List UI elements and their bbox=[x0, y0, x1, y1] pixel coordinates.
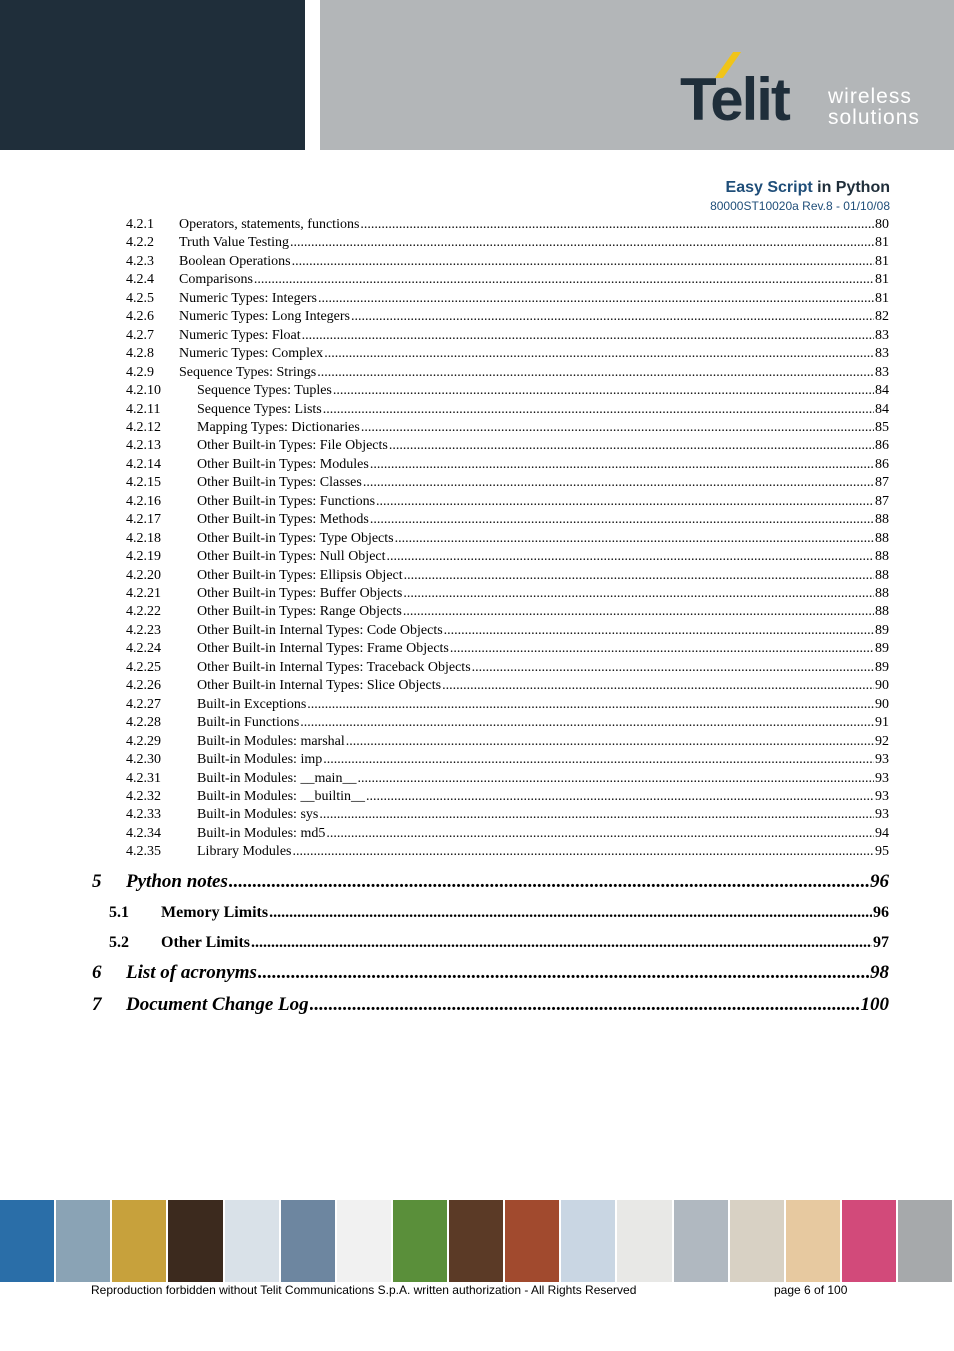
footer-photo-tile bbox=[225, 1200, 281, 1282]
toc-entry-page: 91 bbox=[875, 715, 889, 731]
toc-entry-page: 87 bbox=[875, 475, 889, 491]
toc-entry-number: 4.2.29 bbox=[126, 733, 161, 749]
footer-photo-tile bbox=[842, 1200, 898, 1282]
toc-entry-page: 93 bbox=[875, 788, 889, 804]
toc-entry[interactable] bbox=[0, 677, 954, 695]
toc-entry[interactable] bbox=[0, 733, 954, 751]
toc-entry[interactable] bbox=[0, 364, 954, 382]
toc-leader-dots bbox=[251, 932, 872, 954]
toc-entry-number: 4.2.7 bbox=[126, 327, 154, 343]
toc-entry-title: Built-in Exceptions bbox=[197, 696, 307, 712]
toc-entry[interactable] bbox=[0, 290, 954, 308]
toc-entry[interactable] bbox=[0, 902, 954, 924]
toc-entry-title: Truth Value Testing bbox=[179, 235, 289, 251]
toc-entry[interactable] bbox=[0, 530, 954, 548]
toc-entry-title: Python notes bbox=[126, 871, 228, 892]
toc-entry-title: Document Change Log bbox=[126, 994, 309, 1015]
toc-leader-dots bbox=[307, 696, 874, 714]
toc-leader-dots bbox=[317, 364, 874, 382]
toc-entry-page: 89 bbox=[875, 641, 889, 657]
toc-entry-title: Other Built-in Internal Types: Frame Objects bbox=[197, 641, 449, 657]
toc-leader-dots bbox=[318, 290, 874, 308]
toc-entry-page: 93 bbox=[875, 752, 889, 768]
toc-entry-page: 98 bbox=[870, 962, 889, 983]
toc-entry-title: Numeric Types: Complex bbox=[179, 346, 324, 362]
toc-entry-number: 4.2.34 bbox=[126, 825, 161, 841]
toc-entry-page: 88 bbox=[875, 604, 889, 620]
footer-photo-tile bbox=[112, 1200, 168, 1282]
toc-leader-dots bbox=[326, 825, 874, 843]
toc-entry-title: Library Modules bbox=[197, 844, 292, 860]
toc-entry-number: 4.2.1 bbox=[126, 217, 154, 232]
logo-tagline-line-1: wireless bbox=[828, 85, 912, 108]
toc-leader-dots bbox=[333, 382, 874, 400]
toc-entry-number: 4.2.24 bbox=[126, 641, 161, 657]
footer-page-number: page 6 of 100 bbox=[774, 1283, 848, 1297]
toc-entry-page: 82 bbox=[875, 309, 889, 325]
toc-entry-page: 96 bbox=[873, 904, 889, 921]
toc-entry-title: Other Built-in Types: Range Objects bbox=[197, 604, 402, 620]
toc-leader-dots bbox=[290, 234, 874, 252]
toc-entry-number: 5 bbox=[92, 871, 102, 892]
toc-leader-dots bbox=[389, 437, 874, 455]
toc-entry-title: Other Built-in Internal Types: Slice Objects bbox=[197, 678, 442, 694]
toc-entry-number: 4.2.19 bbox=[126, 549, 161, 565]
toc-entry-page: 88 bbox=[875, 549, 889, 565]
toc-leader-dots bbox=[292, 843, 874, 861]
toc-entry[interactable] bbox=[0, 234, 954, 252]
toc-entry-title: Other Built-in Types: Methods bbox=[197, 512, 369, 528]
toc-leader-dots bbox=[403, 603, 874, 621]
footer-copyright: Reproduction forbidden without Telit Communications S.p.A. written authorization - All Rights Reserved bbox=[91, 1283, 637, 1297]
footer-photo-tile bbox=[337, 1200, 393, 1282]
toc-entry-title: Mapping Types: Dictionaries bbox=[197, 419, 360, 435]
toc-entry-title: Other Built-in Types: File Objects bbox=[197, 438, 388, 454]
toc-entry-number: 4.2.35 bbox=[126, 844, 161, 860]
toc-entry-page: 84 bbox=[875, 401, 889, 417]
toc-entry-number: 4.2.8 bbox=[126, 346, 154, 362]
footer-photo-strip bbox=[0, 1200, 954, 1282]
toc-entry-page: 81 bbox=[875, 253, 889, 269]
toc-entry-number: 4.2.27 bbox=[126, 696, 161, 712]
toc-leader-dots bbox=[229, 870, 869, 894]
toc-entry[interactable] bbox=[0, 825, 954, 843]
toc-entry-page: 83 bbox=[875, 364, 889, 380]
toc-entry-page: 85 bbox=[875, 419, 889, 435]
toc-entry[interactable] bbox=[0, 493, 954, 511]
toc-entry-page: 93 bbox=[875, 770, 889, 786]
toc-entry-title: Other Built-in Types: Classes bbox=[197, 475, 362, 491]
toc-entry[interactable] bbox=[0, 456, 954, 474]
toc-entry-page: 84 bbox=[875, 383, 889, 399]
toc-entry[interactable] bbox=[0, 401, 954, 419]
toc-leader-dots bbox=[323, 401, 874, 419]
toc-entry[interactable] bbox=[0, 511, 954, 529]
toc-leader-dots bbox=[346, 733, 874, 751]
toc-entry-number: 7 bbox=[92, 994, 102, 1015]
toc-entry-number: 4.2.32 bbox=[126, 788, 161, 804]
header-dark-panel bbox=[0, 0, 305, 150]
toc-leader-dots bbox=[323, 751, 874, 769]
toc-entry[interactable] bbox=[0, 603, 954, 621]
toc-leader-dots bbox=[360, 216, 874, 234]
toc-entry-title: Memory Limits bbox=[161, 904, 269, 921]
toc-entry[interactable] bbox=[0, 714, 954, 732]
toc-leader-dots bbox=[292, 253, 874, 271]
toc-leader-dots bbox=[269, 902, 872, 924]
toc-entry[interactable] bbox=[0, 437, 954, 455]
toc-leader-dots bbox=[376, 493, 874, 511]
toc-entry-number: 4.2.28 bbox=[126, 715, 161, 731]
toc-entry[interactable] bbox=[0, 548, 954, 566]
toc-entry-title: Other Built-in Internal Types: Traceback Objects bbox=[197, 659, 471, 675]
toc-entry[interactable] bbox=[0, 382, 954, 400]
toc-leader-dots bbox=[300, 714, 874, 732]
toc-entry-title: Other Built-in Types: Functions bbox=[197, 493, 376, 509]
toc-entry-page: 80 bbox=[875, 217, 889, 232]
footer-photo-tile bbox=[786, 1200, 842, 1282]
document-title-rest: in Python bbox=[812, 179, 890, 196]
toc-entry-page: 89 bbox=[875, 622, 889, 638]
toc-entry-title: Other Built-in Types: Ellipsis Object bbox=[197, 567, 403, 583]
toc-entry[interactable] bbox=[0, 271, 954, 289]
toc-entry-page: 88 bbox=[875, 530, 889, 546]
toc-entry-title: Comparisons bbox=[179, 272, 253, 288]
toc-entry-title: Numeric Types: Float bbox=[179, 327, 301, 343]
footer-photo-tile bbox=[617, 1200, 673, 1282]
toc-entry-page: 88 bbox=[875, 512, 889, 528]
toc-entry[interactable] bbox=[0, 216, 954, 234]
footer-photo-tile bbox=[0, 1200, 56, 1282]
toc-leader-dots bbox=[254, 271, 874, 289]
toc-leader-dots bbox=[442, 677, 874, 695]
toc-leader-dots bbox=[472, 659, 874, 677]
toc-entry-title: Other Built-in Types: Type Objects bbox=[197, 530, 394, 546]
toc-entry-number: 4.2.10 bbox=[126, 383, 161, 399]
toc-entry-number: 4.2.31 bbox=[126, 770, 161, 786]
toc-entry-title: Built-in Modules: md5 bbox=[197, 825, 326, 841]
footer-photo-tile bbox=[281, 1200, 337, 1282]
toc-entry-page: 95 bbox=[875, 844, 889, 860]
toc-entry-number: 4.2.33 bbox=[126, 807, 161, 823]
toc-entry[interactable] bbox=[0, 870, 954, 894]
toc-entry-number: 4.2.23 bbox=[126, 622, 161, 638]
toc-entry-number: 4.2.30 bbox=[126, 752, 161, 768]
toc-entry[interactable] bbox=[0, 419, 954, 437]
footer-photo-tile bbox=[168, 1200, 224, 1282]
toc-leader-dots bbox=[450, 640, 874, 658]
logo-tagline bbox=[828, 86, 920, 128]
document-revision: 80000ST10020a Rev.8 - 01/10/08 bbox=[710, 199, 890, 213]
toc-entry-number: 4.2.2 bbox=[126, 235, 154, 251]
toc-leader-dots bbox=[395, 530, 874, 548]
toc-entry-title: Built-in Modules: __builtin__ bbox=[197, 788, 366, 804]
toc-entry-title: Numeric Types: Integers bbox=[179, 290, 317, 306]
toc-entry-number: 4.2.17 bbox=[126, 512, 161, 528]
toc-entry-title: Built-in Modules: imp bbox=[197, 752, 323, 768]
toc-entry-number: 4.2.11 bbox=[126, 401, 161, 417]
toc-entry-number: 4.2.15 bbox=[126, 475, 161, 491]
logo-tagline-line-2: solutions bbox=[828, 106, 920, 129]
toc-entry-page: 88 bbox=[875, 586, 889, 601]
toc-entry[interactable] bbox=[0, 308, 954, 326]
footer-photo-tile bbox=[730, 1200, 786, 1282]
toc-entry-title: Sequence Types: Strings bbox=[179, 364, 317, 380]
toc-entry-title: Other Limits bbox=[161, 934, 251, 951]
footer-photo-tile bbox=[449, 1200, 505, 1282]
toc-entry-title: Built-in Modules: __main__ bbox=[197, 770, 357, 786]
toc-entry-number: 4.2.9 bbox=[126, 364, 154, 380]
toc-leader-dots bbox=[361, 419, 874, 437]
toc-entry-page: 100 bbox=[860, 994, 889, 1015]
toc-entry-number: 4.2.16 bbox=[126, 493, 161, 509]
footer-photo-tile bbox=[561, 1200, 617, 1282]
toc-leader-dots bbox=[319, 806, 874, 824]
toc-entry-title: Other Built-in Types: Buffer Objects bbox=[197, 586, 403, 601]
toc-entry-page: 86 bbox=[875, 438, 889, 454]
toc-entry[interactable] bbox=[0, 932, 954, 954]
document-title bbox=[726, 178, 890, 198]
footer-photo-tile bbox=[898, 1200, 954, 1282]
toc-leader-dots bbox=[444, 622, 874, 640]
toc-entry-page: 96 bbox=[870, 871, 889, 892]
toc-leader-dots bbox=[404, 567, 874, 585]
toc-entry-title: Built-in Functions bbox=[197, 715, 300, 731]
toc-entry-page: 90 bbox=[875, 678, 889, 694]
footer-photo-tile bbox=[505, 1200, 561, 1282]
toc-entry-page: 88 bbox=[875, 567, 889, 583]
toc-leader-dots bbox=[351, 308, 874, 326]
toc-entry-page: 83 bbox=[875, 327, 889, 343]
toc-entry-page: 93 bbox=[875, 807, 889, 823]
toc-entry-title: Numeric Types: Long Integers bbox=[179, 309, 350, 325]
footer-photo-tile bbox=[674, 1200, 730, 1282]
toc-entry-number: 4.2.18 bbox=[126, 530, 161, 546]
toc-entry-number: 4.2.22 bbox=[126, 604, 161, 620]
toc-entry-title: Sequence Types: Lists bbox=[197, 401, 322, 417]
toc-entry-page: 94 bbox=[875, 825, 889, 841]
toc-entry[interactable] bbox=[0, 640, 954, 658]
toc-entry-page: 86 bbox=[875, 456, 889, 472]
toc-entry-number: 4.2.21 bbox=[126, 586, 161, 601]
toc-leader-dots bbox=[258, 961, 869, 985]
toc-entry-page: 92 bbox=[875, 733, 889, 749]
toc-leader-dots bbox=[387, 548, 874, 566]
toc-entry-number: 4.2.4 bbox=[126, 272, 154, 288]
toc-leader-dots bbox=[324, 345, 874, 363]
document-title-accent: Easy Script bbox=[725, 179, 813, 196]
toc-entry[interactable] bbox=[0, 843, 954, 861]
toc-entry-title: Operators, statements, functions bbox=[179, 217, 360, 232]
toc-entry[interactable] bbox=[0, 806, 954, 824]
toc-entry-number: 4.2.13 bbox=[126, 438, 161, 454]
telit-logo bbox=[680, 52, 930, 132]
logo-wordmark: Telit bbox=[680, 66, 789, 133]
toc-entry[interactable] bbox=[0, 474, 954, 492]
toc-entry-title: Built-in Modules: marshal bbox=[197, 733, 345, 749]
toc-entry[interactable] bbox=[0, 993, 954, 1017]
toc-entry[interactable] bbox=[0, 253, 954, 271]
toc-entry-title: Other Built-in Types: Modules bbox=[197, 456, 369, 472]
toc-entry-number: 6 bbox=[92, 962, 102, 983]
toc-entry-number: 4.2.3 bbox=[126, 253, 154, 269]
toc-entry[interactable] bbox=[0, 345, 954, 363]
toc-leader-dots bbox=[366, 788, 874, 806]
toc-leader-dots bbox=[302, 327, 874, 345]
toc-entry-title: Other Built-in Internal Types: Code Objects bbox=[197, 622, 443, 638]
toc-entry-title: Built-in Modules: sys bbox=[197, 807, 319, 823]
toc-entry-number: 4.2.14 bbox=[126, 456, 161, 472]
footer-photo-tile bbox=[393, 1200, 449, 1282]
toc-entry[interactable] bbox=[0, 961, 954, 985]
toc-entry-number: 4.2.25 bbox=[126, 659, 161, 675]
toc-entry[interactable] bbox=[0, 585, 954, 603]
toc-entry-number: 4.2.5 bbox=[126, 290, 154, 306]
toc-entry[interactable] bbox=[0, 696, 954, 714]
toc-entry-number: 5.2 bbox=[109, 934, 129, 951]
toc-entry[interactable] bbox=[0, 751, 954, 769]
toc-entry-number: 5.1 bbox=[109, 904, 129, 921]
toc-entry-title: Sequence Types: Tuples bbox=[197, 383, 332, 399]
footer-photo-tile bbox=[56, 1200, 112, 1282]
toc-entry-page: 87 bbox=[875, 493, 889, 509]
toc-entry-title: Boolean Operations bbox=[179, 253, 291, 269]
toc-entry-page: 81 bbox=[875, 272, 889, 288]
toc-entry-number: 4.2.12 bbox=[126, 419, 161, 435]
toc-entry-page: 81 bbox=[875, 235, 889, 251]
toc-leader-dots bbox=[363, 474, 874, 492]
toc-leader-dots bbox=[310, 993, 860, 1017]
toc-entry-title: Other Built-in Types: Null Object bbox=[197, 549, 386, 565]
toc-leader-dots bbox=[403, 585, 874, 603]
toc-entry[interactable] bbox=[0, 659, 954, 677]
toc-entry-page: 90 bbox=[875, 696, 889, 712]
toc-entry[interactable] bbox=[0, 327, 954, 345]
toc-entry[interactable] bbox=[0, 788, 954, 806]
toc-entry[interactable] bbox=[0, 622, 954, 640]
toc-leader-dots bbox=[357, 770, 874, 788]
toc-entry-number: 4.2.26 bbox=[126, 678, 161, 694]
toc-leader-dots bbox=[370, 456, 874, 474]
toc-entry-number: 4.2.6 bbox=[126, 309, 154, 325]
toc-entry-page: 89 bbox=[875, 659, 889, 675]
toc-entry-number: 4.2.20 bbox=[126, 567, 161, 583]
toc-entry-page: 81 bbox=[875, 290, 889, 306]
toc-entry-title: List of acronyms bbox=[126, 962, 257, 983]
toc-entry[interactable] bbox=[0, 567, 954, 585]
toc-entry[interactable] bbox=[0, 770, 954, 788]
toc-entry-page: 97 bbox=[873, 934, 889, 951]
toc-entry-page: 83 bbox=[875, 346, 889, 362]
toc-leader-dots bbox=[370, 511, 874, 529]
